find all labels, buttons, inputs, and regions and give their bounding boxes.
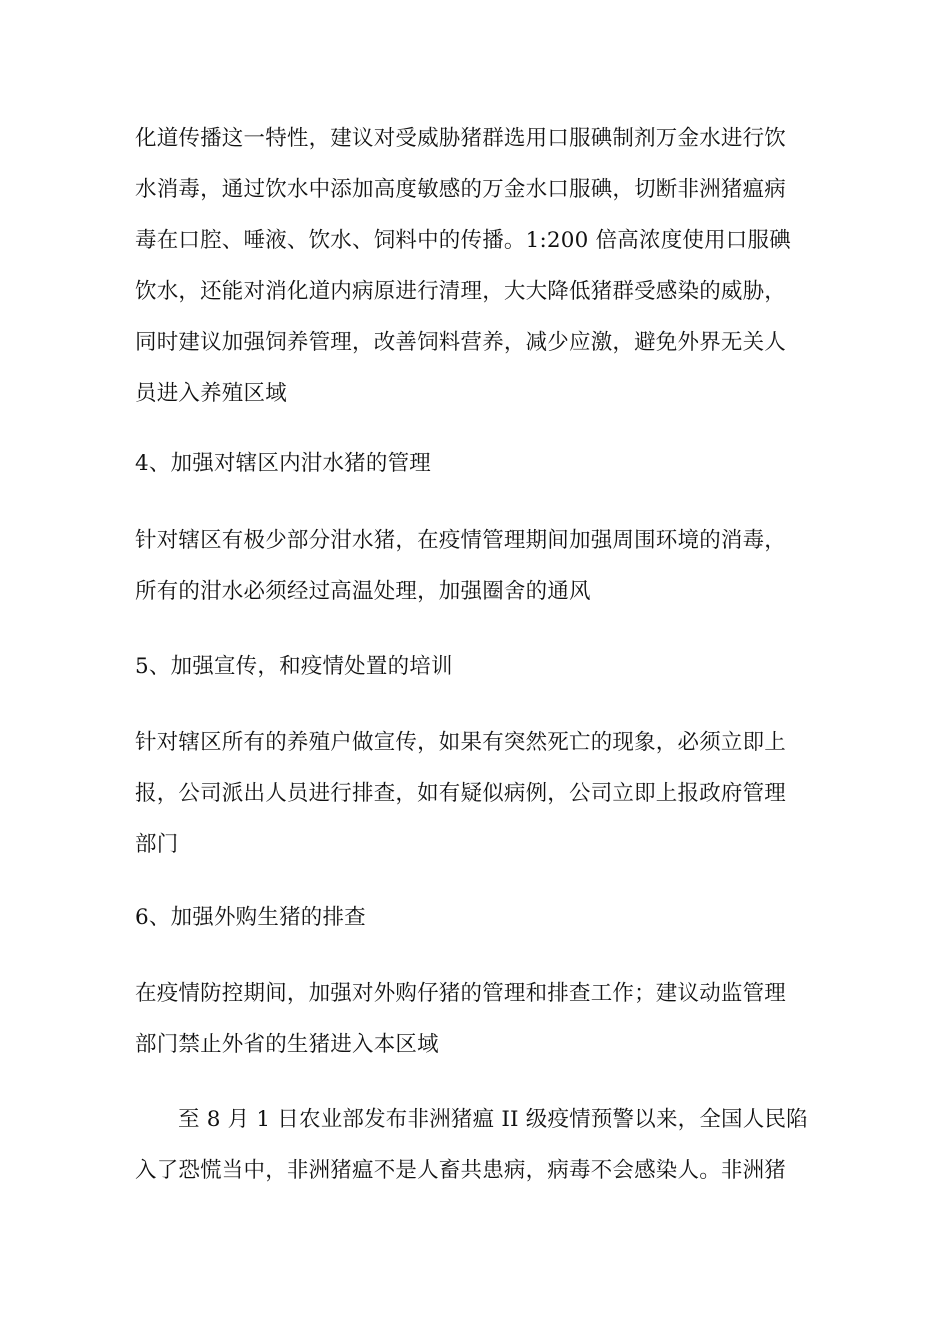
text-line: 针对辖区有极少部分泔水猪，在疫情管理期间加强周围环境的消毒， — [135, 528, 787, 553]
text-line: 毒在口腔、唾液、饮水、饲料中的传播。1:200 倍高浓度使用口服碘 — [135, 228, 791, 253]
text-line: 至 8 月 1 日农业部发布非洲猪瘟 II 级疫情预警以来，全国人民陷 — [178, 1107, 808, 1132]
section-heading-4 — [135, 438, 825, 489]
text-line: 针对辖区所有的养殖户做宣传，如果有突然死亡的现象，必须立即上 — [135, 730, 787, 755]
heading-text: 5、加强宣传，和疫情处置的培训 — [135, 654, 453, 679]
text-line: 员进入养殖区域 — [135, 381, 287, 406]
paragraph-epidemic-warning — [135, 1094, 825, 1196]
heading-text: 4、加强对辖区内泔水猪的管理 — [135, 451, 431, 476]
text-line: 在疫情防控期间，加强对外购仔猪的管理和排查工作；建议动监管理 — [135, 981, 787, 1006]
text-line: 部门 — [135, 832, 179, 857]
paragraph-iodine-disinfection — [135, 113, 825, 419]
text-line: 所有的泔水必须经过高温处理，加强圈舍的通风 — [135, 579, 591, 604]
text-line: 入了恐慌当中，非洲猪瘟不是人畜共患病，病毒不会感染人。非洲猪 — [135, 1158, 787, 1183]
section-heading-5 — [135, 641, 825, 692]
text-line: 饮水，还能对消化道内病原进行清理，大大降低猪群受感染的威胁， — [135, 279, 787, 304]
paragraph-purchased-pigs — [135, 968, 825, 1070]
paragraph-publicity — [135, 717, 825, 870]
text-line: 同时建议加强饲养管理，改善饲料营养，减少应激，避免外界无关人 — [135, 330, 787, 355]
text-line: 报，公司派出人员进行排查，如有疑似病例，公司立即上报政府管理 — [135, 781, 787, 806]
section-heading-6 — [135, 892, 825, 943]
heading-text: 6、加强外购生猪的排查 — [135, 905, 366, 930]
text-line: 化道传播这一特性，建议对受威胁猪群选用口服碘制剂万金水进行饮 — [135, 126, 787, 151]
text-line: 部门禁止外省的生猪进入本区域 — [135, 1032, 439, 1057]
paragraph-swill-pigs — [135, 515, 825, 617]
text-line: 水消毒，通过饮水中添加高度敏感的万金水口服碘，切断非洲猪瘟病 — [135, 177, 787, 202]
